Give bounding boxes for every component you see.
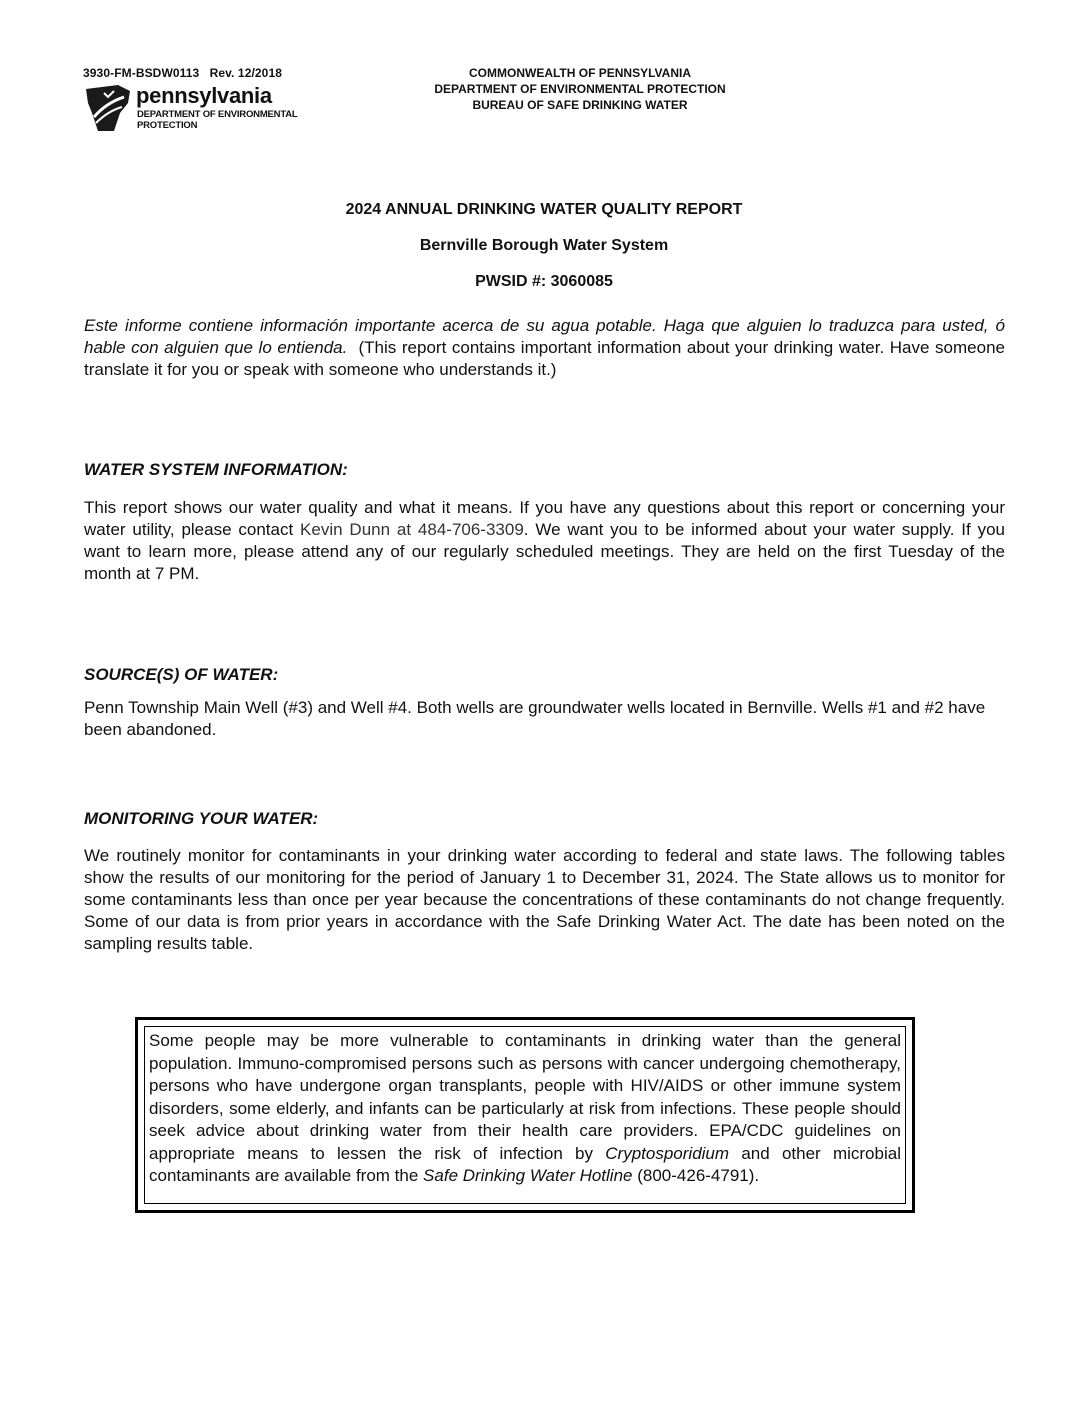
sources-paragraph: Penn Township Main Well (#3) and Well #4. Both wells are groundwater wells located in Bernville. Wells #1 and #2 have been abandoned.: [84, 698, 986, 739]
logo-subtitle-line2: PROTECTION: [137, 120, 198, 131]
system-name: Bernville Borough Water System: [419, 237, 669, 254]
notice-text: [144, 1026, 906, 1204]
agency-line2: DEPARTMENT OF ENVIRONMENTAL PROTECTION: [434, 82, 726, 96]
system-info-text-1: This report shows our water quality and what it means. If you have any questions about this report or concerning your water utility, please contact: [84, 498, 1005, 539]
logo-subtitle: [137, 109, 298, 131]
cryptosporidium-term: Cryptosporidium: [605, 1143, 730, 1163]
logo-subtitle-line1: DEPARTMENT OF ENVIRONMENTAL: [137, 109, 298, 120]
monitoring-paragraph: We routinely monitor for contaminants in your drinking water according to federal and state laws. The following tables show the results of our monitoring for the period of January 1 to December 31, 2024. The State allows us to monitor for some contaminants less than once per year because the concentrations of these contaminants do not change frequently. Some of our data is from prior years in accordance with the Safe Drinking Water Act. The date has been noted on the sampling results table.: [84, 846, 1005, 953]
pwsid: PWSID #: 3060085: [475, 273, 613, 290]
notice-text-1: Some people may be more vulnerable to contaminants in drinking water than the general population. Immuno-compromised persons such as persons with cancer undergoing chemotherapy, persons who have undergone organ transplants, people with HIV/AIDS or other immune system disorders, some elderly, and infants can be particularly at risk from infections. These people should seek advice about drinking water from their health care providers. EPA/CDC guidelines on appropriate means to lessen the risk of infection by: [149, 1031, 901, 1163]
system-info-heading: WATER SYSTEM INFORMATION:: [84, 460, 348, 479]
translation-notice: [84, 315, 1005, 381]
sources-heading: SOURCE(S) OF WATER:: [84, 665, 279, 684]
hotline-phone: (800-426-4791).: [632, 1166, 760, 1185]
hotline-name: Safe Drinking Water Hotline: [423, 1166, 633, 1185]
monitoring-heading: MONITORING YOUR WATER:: [84, 809, 319, 828]
english-notice: (This report contains important information about your drinking water. Have someone translate it for you or speak with someone who understands it.): [84, 338, 1005, 379]
vulnerable-populations-notice: [135, 1017, 915, 1213]
contact-info: Kevin Dunn at 484-706-3309: [300, 520, 524, 539]
logo-brand: pennsylvania: [136, 83, 272, 108]
notice-text-2: and other microbial contaminants are available from the: [149, 1143, 901, 1185]
system-info-text-2: . We want you to be informed about your water supply. If you want to learn more, please attend any of our regularly scheduled meetings. They are held on the first Tuesday of the month at 7 PM.: [84, 520, 1006, 583]
agency-line1: COMMONWEALTH OF PENNSYLVANIA: [469, 66, 691, 80]
keystone-logo-icon: [84, 83, 132, 133]
form-revision: Rev. 12/2018: [209, 66, 282, 80]
pa-dep-logo: [84, 83, 324, 135]
form-number: 3930-FM-BSDW0113: [83, 66, 200, 80]
spanish-notice: Este informe contiene información importante acerca de su agua potable. Haga que alguien lo traduzca para usted, ó hable con alguien que lo entienda.: [84, 316, 1005, 357]
agency-header: [380, 65, 780, 113]
system-info-paragraph: [84, 497, 1005, 585]
agency-line3: BUREAU OF SAFE DRINKING WATER: [472, 98, 688, 112]
form-id: [83, 66, 282, 80]
report-title: 2024 ANNUAL DRINKING WATER QUALITY REPORT: [345, 201, 743, 218]
